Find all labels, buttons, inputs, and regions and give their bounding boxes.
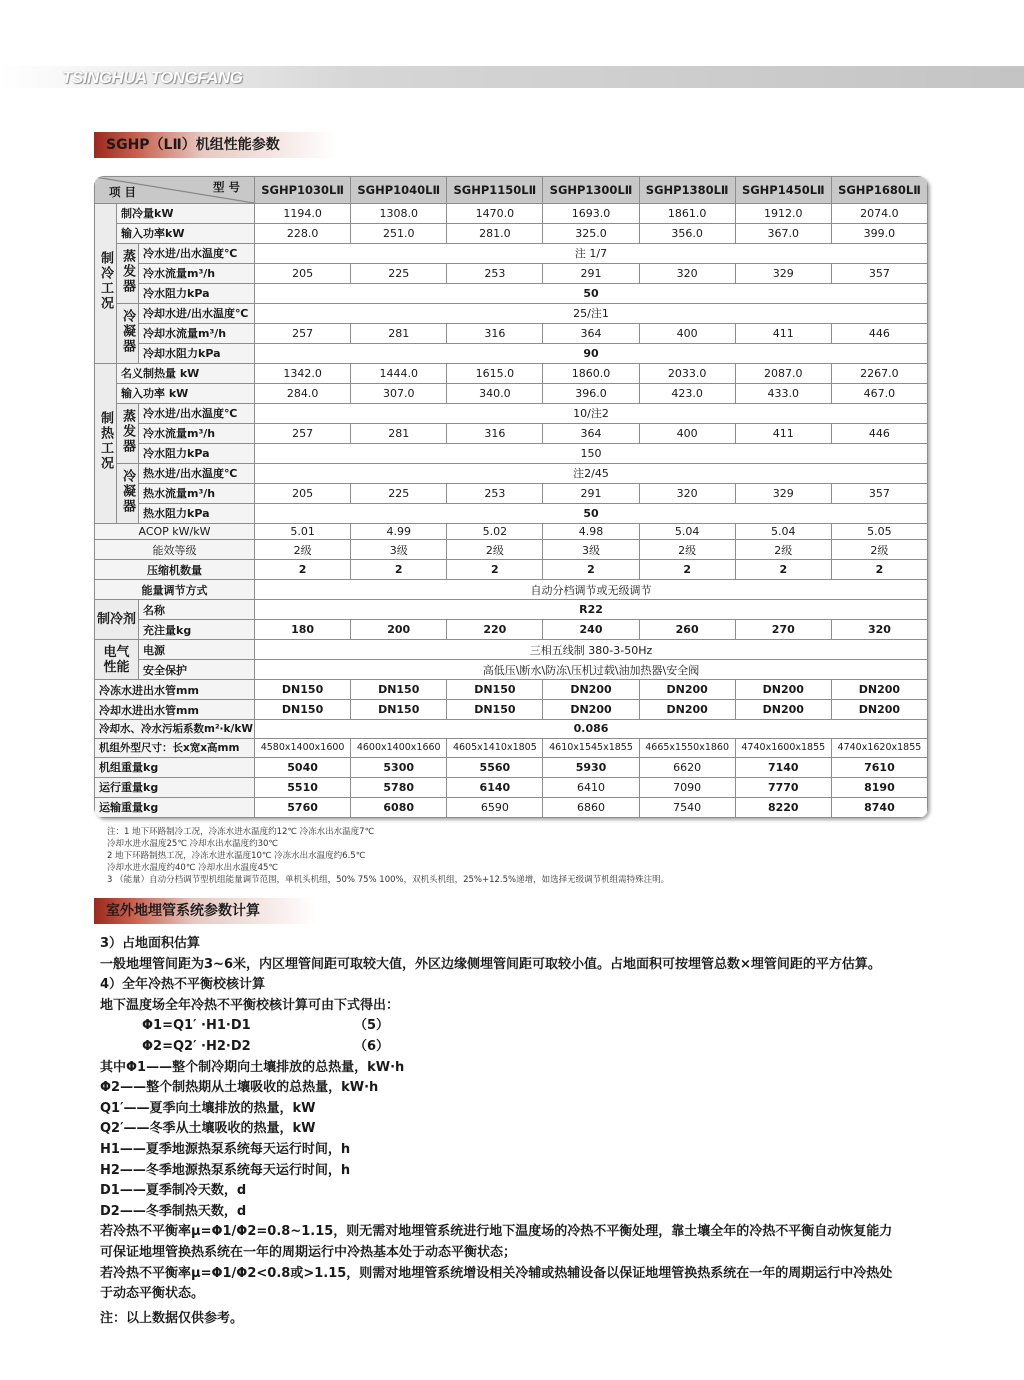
cell: 8190 — [831, 777, 927, 797]
cell: 5510 — [255, 777, 351, 797]
cell: 1342.0 — [255, 363, 351, 383]
table-row — [95, 620, 928, 640]
cell: 316 — [447, 323, 543, 343]
model-header: SGHP1150LⅡ — [447, 177, 543, 204]
cell: 320 — [639, 263, 735, 283]
cell: 325.0 — [543, 223, 639, 243]
row-label: 冷水阻力kPa — [139, 283, 255, 303]
cell: 2267.0 — [831, 363, 927, 383]
row-label: 冷却水进/出水温度℃ — [139, 303, 255, 323]
definition: Q2′——冬季从土壤吸收的热量，kW — [100, 1121, 316, 1137]
table-row — [95, 343, 928, 363]
table-row — [95, 463, 928, 483]
row-label: 名义制热量 kW — [117, 363, 255, 383]
cell: 2033.0 — [639, 363, 735, 383]
group-label: 冷凝器 — [117, 463, 139, 523]
table-row — [95, 560, 928, 580]
table-row — [95, 483, 928, 503]
row-label: 冷却水阻力kPa — [139, 343, 255, 363]
cell: 7540 — [639, 797, 735, 817]
row-label: 压缩机数量 — [95, 560, 255, 580]
paragraph: 若冷热不平衡率μ=Φ1/Φ2<0.8或>1.15，则需对地埋管系统增设相关冷辅或热辅设备以保证地埋管换热系统在一年的周期运行中冷热处 — [100, 1265, 893, 1281]
row-label: 电源 — [139, 640, 255, 660]
cell: 3级 — [351, 540, 447, 560]
cell: 240 — [543, 620, 639, 640]
model-header: SGHP1680LⅡ — [831, 177, 927, 204]
row-label: 制冷量kW — [117, 204, 255, 224]
cell: 356.0 — [639, 223, 735, 243]
cell: DN150 — [351, 700, 447, 720]
definition: D1——夏季制冷天数，d — [100, 1183, 247, 1199]
row-label: 冷冻水进出水管mm — [95, 680, 255, 700]
cell: 329 — [735, 263, 831, 283]
cell: DN200 — [735, 700, 831, 720]
cell: 253 — [447, 263, 543, 283]
cell: 7770 — [735, 777, 831, 797]
row-label: 机组重量kg — [95, 757, 255, 777]
cell: 7140 — [735, 757, 831, 777]
table-row — [95, 738, 928, 757]
cell: 5930 — [543, 757, 639, 777]
cell: 4605x1410x1805 — [447, 738, 543, 757]
cell: 467.0 — [831, 383, 927, 403]
cell: 5560 — [447, 757, 543, 777]
cell: 2 — [543, 560, 639, 580]
cell: 2 — [447, 560, 543, 580]
formula: Φ1=Q1′ ·H1·D1 — [142, 1018, 251, 1034]
cell: 6080 — [351, 797, 447, 817]
cell: 1861.0 — [639, 204, 735, 224]
cell: 284.0 — [255, 383, 351, 403]
cell: 281 — [351, 423, 447, 443]
cell: DN200 — [831, 700, 927, 720]
cell: 329 — [735, 483, 831, 503]
row-label: 安全保护 — [139, 660, 255, 680]
row-label: 冷却水进出水管mm — [95, 700, 255, 720]
cell: 4610x1545x1855 — [543, 738, 639, 757]
row-label: 能量调节方式 — [95, 580, 255, 600]
table-row — [95, 204, 928, 224]
cell: 4665x1550x1860 — [639, 738, 735, 757]
row-label: 运输重量kg — [95, 797, 255, 817]
cell: 5.04 — [735, 523, 831, 539]
cell: 251.0 — [351, 223, 447, 243]
cell: 364 — [543, 323, 639, 343]
cell: 400 — [639, 423, 735, 443]
table-row — [95, 580, 928, 600]
cell: 205 — [255, 263, 351, 283]
model-header: SGHP1300LⅡ — [543, 177, 639, 204]
merged-cell: 注 1/7 — [255, 243, 928, 263]
note-line: 注：1 地下环路制冷工况，冷冻水进水温度约12℃ 冷冻水出水温度7℃ — [107, 827, 375, 837]
cell: 180 — [255, 620, 351, 640]
cell: 5.02 — [447, 523, 543, 539]
table-row — [95, 283, 928, 303]
cell: DN200 — [831, 680, 927, 700]
section-title-performance: SGHP（LⅡ）机组性能参数 — [94, 132, 336, 158]
cell: 411 — [735, 423, 831, 443]
cell: 281.0 — [447, 223, 543, 243]
subheading: 4）全年冷热不平衡校核计算 — [100, 977, 266, 993]
cell: 6620 — [639, 757, 735, 777]
table-row — [95, 223, 928, 243]
cell: 2 — [639, 560, 735, 580]
cell: 281 — [351, 323, 447, 343]
row-label: 热水进/出水温度℃ — [139, 463, 255, 483]
cell: 6590 — [447, 797, 543, 817]
cell: 1194.0 — [255, 204, 351, 224]
cell: 7610 — [831, 757, 927, 777]
cell: 2级 — [831, 540, 927, 560]
merged-cell: 0.086 — [255, 720, 928, 739]
row-label: 充注量kg — [139, 620, 255, 640]
definition: Q1′——夏季向土壤排放的热量，kW — [100, 1100, 316, 1116]
cell: 2074.0 — [831, 204, 927, 224]
table-row — [95, 660, 928, 680]
cell: DN150 — [255, 700, 351, 720]
merged-cell: 自动分档调节或无级调节 — [255, 580, 928, 600]
footnote: 注：以上数据仅供参考。 — [100, 1310, 244, 1326]
cell: 340.0 — [447, 383, 543, 403]
note-line: 2 地下环路制热工况，冷冻水进水温度10℃ 冷冻水出水温度约6.5℃ — [107, 851, 366, 861]
cell: 1444.0 — [351, 363, 447, 383]
cell: 291 — [543, 263, 639, 283]
cell: DN150 — [351, 680, 447, 700]
group-label: 制冷工况 — [95, 204, 117, 364]
table-row — [95, 777, 928, 797]
group-label: 蒸发器 — [117, 243, 139, 303]
cell: 291 — [543, 483, 639, 503]
paragraph: 地下温度场全年冷热不平衡校核计算可由下式得出： — [100, 997, 400, 1013]
cell: DN200 — [639, 680, 735, 700]
cell: 5780 — [351, 777, 447, 797]
cell: 357 — [831, 483, 927, 503]
formula-number: （6） — [354, 1038, 390, 1054]
cell: 320 — [831, 620, 927, 640]
cell: DN200 — [543, 680, 639, 700]
row-label: 能效等级 — [95, 540, 255, 560]
row-label: 机组外型尺寸：长x宽x高mm — [95, 738, 255, 757]
cell: 2 — [255, 560, 351, 580]
merged-cell: 150 — [255, 443, 928, 463]
table-row — [95, 403, 928, 423]
cell: 2 — [735, 560, 831, 580]
cell: 411 — [735, 323, 831, 343]
cell: 433.0 — [735, 383, 831, 403]
cell: 5.01 — [255, 523, 351, 539]
cell: 446 — [831, 323, 927, 343]
note-line: 3 （能量）自动分档调节型机组能量调节范围，单机头机组，50% 75% 100%，双机头机组，25%+12.5%递增，如选择无级调节机组需特殊注明。 — [107, 875, 670, 885]
cell: 5300 — [351, 757, 447, 777]
table-row — [95, 640, 928, 660]
cell: 357 — [831, 263, 927, 283]
group-label: 制冷剂 — [95, 600, 139, 640]
row-label: 输入功率kW — [117, 223, 255, 243]
row-label: 冷水进/出水温度℃ — [139, 403, 255, 423]
table-row — [95, 323, 928, 343]
table-row — [95, 443, 928, 463]
table-row — [95, 363, 928, 383]
merged-cell: R22 — [255, 600, 928, 620]
cell: 4.99 — [351, 523, 447, 539]
cell: DN150 — [255, 680, 351, 700]
cell: 225 — [351, 263, 447, 283]
cell: DN200 — [543, 700, 639, 720]
paragraph: 可保证地埋管换热系统在一年的周期运行中冷热基本处于动态平衡状态； — [100, 1244, 517, 1260]
cell: 1912.0 — [735, 204, 831, 224]
model-header: SGHP1380LⅡ — [639, 177, 735, 204]
definition: Φ2——整个制热期从土壤吸收的总热量，kW·h — [100, 1080, 379, 1096]
cell: 225 — [351, 483, 447, 503]
merged-cell: 10/注2 — [255, 403, 928, 423]
note-line: 冷却水进水温度25℃ 冷却水出水温度约30℃ — [107, 839, 278, 849]
table-header-row — [95, 177, 928, 204]
cell: 5.04 — [639, 523, 735, 539]
formula-row — [100, 1016, 940, 1037]
row-label: 冷水流量m³/h — [139, 423, 255, 443]
header-corner: 型 号 项 目 — [95, 177, 254, 203]
merged-cell: 25/注1 — [255, 303, 928, 323]
paragraph: 于动态平衡状态。 — [100, 1286, 205, 1302]
cell: 2 — [351, 560, 447, 580]
row-label: ACOP kW/kW — [95, 523, 255, 539]
performance-table — [94, 176, 928, 818]
cell: 253 — [447, 483, 543, 503]
cell: 1470.0 — [447, 204, 543, 224]
row-label: 冷却水流量m³/h — [139, 323, 255, 343]
row-label: 输入功率 kW — [117, 383, 255, 403]
cell: 2级 — [639, 540, 735, 560]
table-row — [95, 503, 928, 523]
table-notes — [107, 826, 669, 886]
cell: 4580x1400x1600 — [255, 738, 351, 757]
cell: 316 — [447, 423, 543, 443]
cell: 5760 — [255, 797, 351, 817]
row-label: 冷水阻力kPa — [139, 443, 255, 463]
cell: DN150 — [447, 680, 543, 700]
cell: 6860 — [543, 797, 639, 817]
row-label: 热水流量m³/h — [139, 483, 255, 503]
cell: 257 — [255, 323, 351, 343]
row-label: 热水阻力kPa — [139, 503, 255, 523]
cell: 8220 — [735, 797, 831, 817]
row-label: 冷却水、冷水污垢系数m²·k/kW — [95, 720, 255, 739]
row-label: 名称 — [139, 600, 255, 620]
merged-cell: 三相五线制 380-3-50Hz — [255, 640, 928, 660]
row-label: 运行重量kg — [95, 777, 255, 797]
table-row — [95, 423, 928, 443]
table-row — [95, 243, 928, 263]
table-row — [95, 720, 928, 739]
cell: 2087.0 — [735, 363, 831, 383]
cell: 1615.0 — [447, 363, 543, 383]
calculation-text — [100, 934, 940, 1329]
formula: Φ2=Q2′ ·H2·D2 — [142, 1038, 251, 1054]
definition: H1——夏季地源热泵系统每天运行时间，h — [100, 1141, 351, 1157]
note-line: 冷却水进水温度约40℃ 冷却水出水温度45℃ — [107, 863, 278, 873]
table-row — [95, 600, 928, 620]
cell: 1308.0 — [351, 204, 447, 224]
merged-cell: 50 — [255, 503, 928, 523]
cell: 446 — [831, 423, 927, 443]
cell: 220 — [447, 620, 543, 640]
cell: 423.0 — [639, 383, 735, 403]
subheading: 3）占地面积估算 — [100, 936, 201, 951]
table-row — [95, 757, 928, 777]
table-row — [95, 680, 928, 700]
cell: 2级 — [447, 540, 543, 560]
merged-cell: 注2/45 — [255, 463, 928, 483]
cell: 400 — [639, 323, 735, 343]
table-row — [95, 383, 928, 403]
table-row — [95, 540, 928, 560]
paragraph: 一般地埋管间距为3~6米，内区埋管间距可取较大值，外区边缘侧埋管间距可取较小值。占地面积可按埋管总数×埋管间距的平方估算。 — [100, 956, 881, 972]
cell: DN150 — [447, 700, 543, 720]
table-row — [95, 303, 928, 323]
row-label: 冷水进/出水温度℃ — [139, 243, 255, 263]
paragraph: 若冷热不平衡率μ=Φ1/Φ2=0.8~1.15，则无需对地埋管系统进行地下温度场的冷热不平衡处理，靠土壤全年的冷热不平衡自动恢复能力 — [100, 1224, 893, 1240]
cell: 4740x1620x1855 — [831, 738, 927, 757]
cell: 3级 — [543, 540, 639, 560]
definition: H2——冬季地源热泵系统每天运行时间，h — [100, 1162, 351, 1178]
table-row — [95, 523, 928, 539]
group-label: 电气性能 — [95, 640, 139, 680]
model-header: SGHP1040LⅡ — [351, 177, 447, 204]
cell: 1860.0 — [543, 363, 639, 383]
cell: 2级 — [255, 540, 351, 560]
formula-row — [100, 1037, 940, 1058]
definition: D2——冬季制热天数，d — [100, 1203, 247, 1219]
cell: 4600x1400x1660 — [351, 738, 447, 757]
formula-number: （5） — [354, 1018, 390, 1034]
cell: 4740x1600x1855 — [735, 738, 831, 757]
model-header: SGHP1450LⅡ — [735, 177, 831, 204]
cell: 7090 — [639, 777, 735, 797]
cell: 396.0 — [543, 383, 639, 403]
merged-cell: 高低压\断水\防冻\压机过载\油加热器\安全阀 — [255, 660, 928, 680]
model-header: SGHP1030LⅡ — [255, 177, 351, 204]
cell: 1693.0 — [543, 204, 639, 224]
table-row — [95, 700, 928, 720]
cell: 228.0 — [255, 223, 351, 243]
cell: 307.0 — [351, 383, 447, 403]
cell: 260 — [639, 620, 735, 640]
cell: 200 — [351, 620, 447, 640]
merged-cell: 90 — [255, 343, 928, 363]
cell: 5.05 — [831, 523, 927, 539]
cell: 2级 — [735, 540, 831, 560]
cell: 320 — [639, 483, 735, 503]
group-label: 冷凝器 — [117, 303, 139, 363]
cell: 205 — [255, 483, 351, 503]
cell: 5040 — [255, 757, 351, 777]
cell: 257 — [255, 423, 351, 443]
merged-cell: 50 — [255, 283, 928, 303]
row-label: 冷水流量m³/h — [139, 263, 255, 283]
table-row — [95, 797, 928, 817]
cell: 367.0 — [735, 223, 831, 243]
table-row — [95, 263, 928, 283]
section-title-ground-loop: 室外地埋管系统参数计算 — [94, 898, 316, 924]
definition: 其中Φ1——整个制冷期向土壤排放的总热量，kW·h — [100, 1059, 405, 1075]
cell: 6140 — [447, 777, 543, 797]
group-label: 制热工况 — [95, 363, 117, 523]
cell: 364 — [543, 423, 639, 443]
cell: 4.98 — [543, 523, 639, 539]
group-label: 蒸发器 — [117, 403, 139, 463]
cell: 270 — [735, 620, 831, 640]
cell: 399.0 — [831, 223, 927, 243]
cell: DN200 — [639, 700, 735, 720]
cell: 8740 — [831, 797, 927, 817]
brand-logo: TSINGHUA TONGFANG — [62, 68, 243, 87]
cell: 2 — [831, 560, 927, 580]
cell: DN200 — [735, 680, 831, 700]
cell: 6410 — [543, 777, 639, 797]
